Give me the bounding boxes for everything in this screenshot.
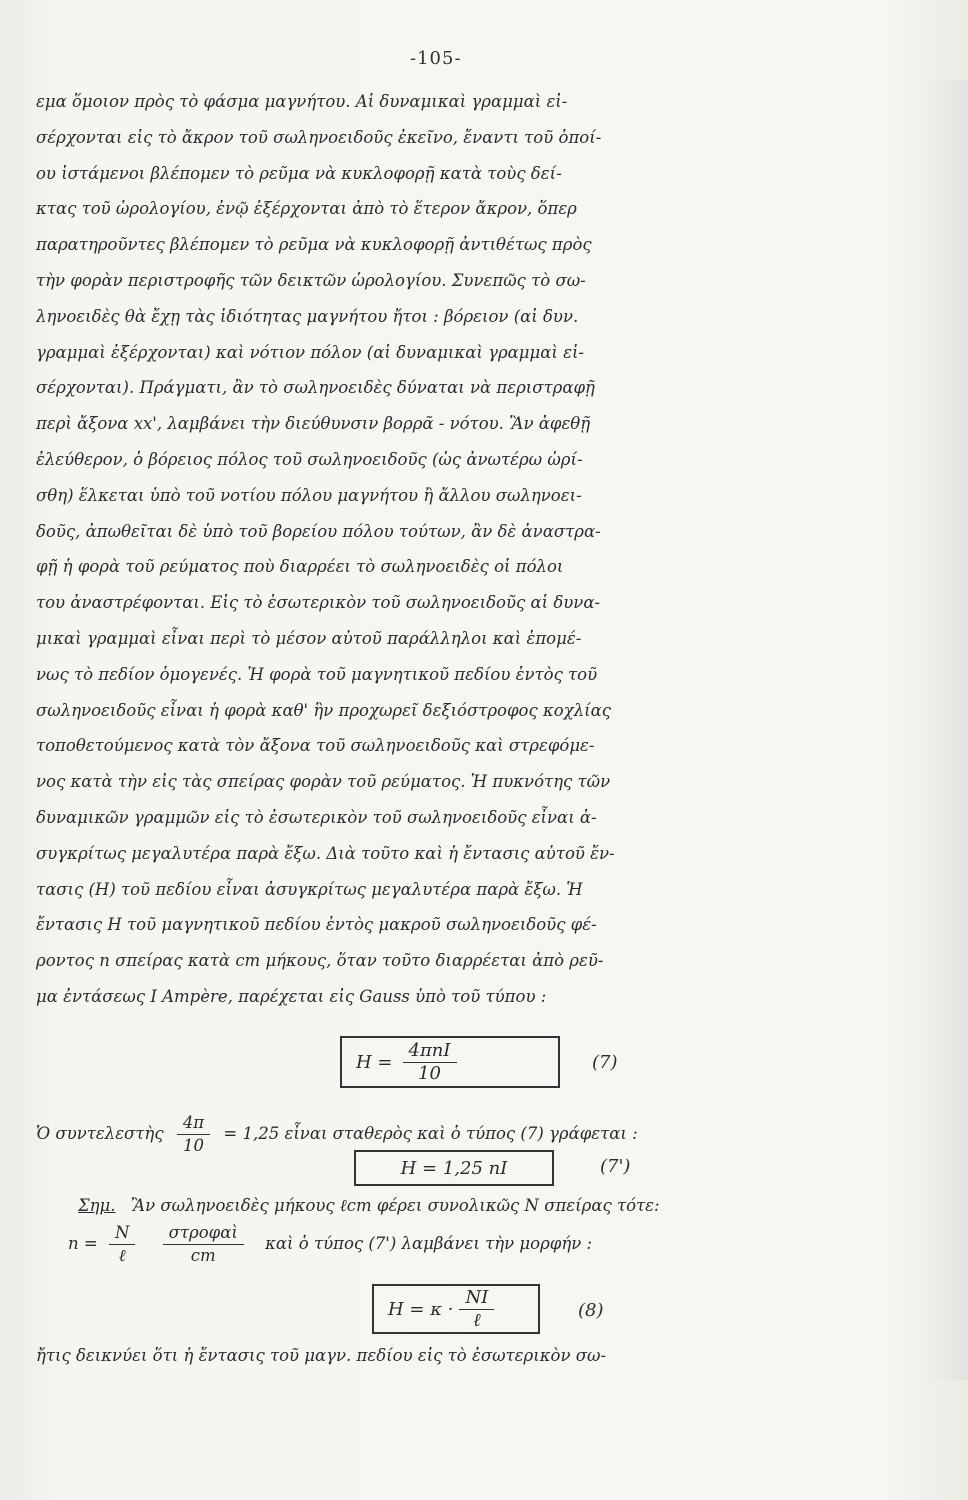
formula-7-numerator: 4πnI bbox=[403, 1040, 457, 1063]
page-number: -105- bbox=[410, 48, 462, 69]
text-line: τασις (H) τοῦ πεδίου εἶναι ἀσυγκρίτως μεγαλυτέρα παρὰ ἔξω. Ἡ bbox=[36, 879, 583, 899]
n-numerator: N bbox=[109, 1222, 135, 1245]
text-line: ληνοειδὲς θὰ ἔχῃ τὰς ἰδιότητας μαγνήτου ἤτοι : βόρειον (αἱ δυν. bbox=[36, 306, 579, 326]
coefficient-prefix: Ὁ συντελεστὴς bbox=[36, 1124, 164, 1143]
formula-7prime-box bbox=[354, 1150, 554, 1186]
formula-8-label: (8) bbox=[578, 1300, 604, 1321]
text-line: δοῦς, ἀπωθεῖται δὲ ὑπὸ τοῦ βορείου πόλου τούτων, ἂν δὲ ἀναστρα- bbox=[36, 521, 601, 541]
show-through-bleed bbox=[920, 80, 968, 1380]
text-line: μα ἐντάσεως I Ampère, παρέχεται εἰς Gauss ὑπὸ τοῦ τύπου : bbox=[36, 986, 547, 1006]
n-lhs: n = bbox=[68, 1234, 98, 1253]
body-text bbox=[36, 84, 916, 1015]
coefficient-fraction bbox=[177, 1112, 210, 1157]
coefficient-denominator: 10 bbox=[182, 1136, 204, 1155]
n-denominator: ℓ bbox=[118, 1246, 126, 1265]
formula-8-denominator: ℓ bbox=[473, 1309, 481, 1331]
text-line: κτας τοῦ ὡρολογίου, ἐνῷ ἐξέρχονται ἀπὸ τὸ ἕτερον ἄκρον, ὅπερ bbox=[36, 199, 577, 219]
unit-fraction bbox=[163, 1222, 244, 1267]
note-definition-line bbox=[68, 1222, 592, 1267]
text-line: μικαὶ γραμμαὶ εἶναι περὶ τὸ μέσον αὐτοῦ παράλληλοι καὶ ἑπομέ- bbox=[36, 628, 582, 648]
formula-8-box bbox=[372, 1284, 540, 1334]
formula-8-lhs: H = κ · bbox=[388, 1298, 454, 1320]
formula-8-fraction bbox=[459, 1287, 494, 1332]
n-fraction bbox=[109, 1222, 135, 1267]
text-line: παρατηροῦντες βλέπομεν τὸ ρεῦμα νὰ κυκλοφορῇ ἀντιθέτως πρὸς bbox=[36, 235, 592, 255]
formula-7-fraction bbox=[403, 1040, 457, 1085]
text-line: τοποθετούμενος κατὰ τὸν ἄξονα τοῦ σωληνοειδοῦς καὶ στρεφόμε- bbox=[36, 736, 595, 756]
text-line: νως τὸ πεδίον ὁμογενές. Ἡ φορὰ τοῦ μαγνητικοῦ πεδίου ἐντὸς τοῦ bbox=[36, 664, 598, 684]
text-line: τὴν φορὰν περιστροφῆς τῶν δεικτῶν ὡρολογίου. Συνεπῶς τὸ σω- bbox=[36, 270, 586, 290]
text-line: ἔντασις H τοῦ μαγνητικοῦ πεδίου ἐντὸς μακροῦ σωληνοειδοῦς φέ- bbox=[36, 915, 597, 935]
note-line bbox=[78, 1196, 660, 1216]
formula-7-label: (7) bbox=[592, 1052, 618, 1073]
text-line: νος κατὰ τὴν εἰς τὰς σπείρας φορὰν τοῦ ρεύματος. Ἡ πυκνότης τῶν bbox=[36, 772, 611, 792]
text-line: δυναμικῶν γραμμῶν εἰς τὸ ἐσωτερικὸν τοῦ σωληνοειδοῦς εἶναι ἀ- bbox=[36, 807, 597, 827]
text-line: φῇ ἡ φορὰ τοῦ ρεύματος ποὺ διαρρέει τὸ σωληνοειδὲς οἱ πόλοι bbox=[36, 557, 564, 577]
text-line: ἐλεύθερον, ὁ βόρειος πόλος τοῦ σωληνοειδοῦς (ὡς ἀνωτέρω ὡρί- bbox=[36, 449, 583, 469]
formula-7prime-label: (7') bbox=[600, 1156, 631, 1177]
formula-8-numerator: NI bbox=[459, 1287, 494, 1310]
note-rest: καὶ ὁ τύπος (7') λαμβάνει τὴν μορφήν : bbox=[265, 1234, 593, 1253]
formula-7-denominator: 10 bbox=[418, 1062, 441, 1084]
text-line: σωληνοειδοῦς εἶναι ἡ φορὰ καθ' ἣν προχωρεῖ δεξιόστροφος κοχλίας bbox=[36, 700, 612, 720]
note-text: Ἂν σωληνοειδὲς μήκους ℓcm φέρει συνολικῶς N σπείρας τότε: bbox=[130, 1196, 660, 1215]
text-line: ροντος n σπείρας κατὰ cm μήκους, ὅταν τοῦτο διαρρέεται ἀπὸ ρεῦ- bbox=[36, 951, 604, 971]
text-line: σθη) ἕλκεται ὑπὸ τοῦ νοτίου πόλου μαγνήτου ἢ ἄλλου σωληνοει- bbox=[36, 485, 582, 505]
text-line: γραμμαὶ ἐξέρχονται) καὶ νότιον πόλον (αἱ δυναμικαὶ γραμμαὶ εἰ- bbox=[36, 342, 584, 362]
last-text-line: ἤτις δεικνύει ὅτι ἡ ἔντασις τοῦ μαγν. πεδίου εἰς τὸ ἐσωτερικὸν σω- bbox=[36, 1346, 607, 1365]
text-line: περὶ ἄξονα xx', λαμβάνει τὴν διεύθυνσιν βορρᾶ - νότου. Ἂν ἀφεθῇ bbox=[36, 414, 591, 434]
text-line: ου ἱστάμενοι βλέπομεν τὸ ρεῦμα νὰ κυκλοφορῇ κατὰ τοὺς δεί- bbox=[36, 163, 562, 183]
text-line: συγκρίτως μεγαλυτέρα παρὰ ἔξω. Διὰ τοῦτο καὶ ἡ ἔντασις αὐτοῦ ἔν- bbox=[36, 843, 615, 863]
coefficient-rest: = 1,25 εἶναι σταθερὸς καὶ ὁ τύπος (7) γράφεται : bbox=[223, 1124, 638, 1143]
unit-numerator: στροφαὶ bbox=[163, 1222, 244, 1245]
text-line: σέρχονται εἰς τὸ ἄκρον τοῦ σωληνοειδοῦς ἐκεῖνο, ἔναντι τοῦ ὁποί- bbox=[36, 127, 602, 147]
formula-7prime-text: H = 1,25 nI bbox=[400, 1157, 508, 1179]
text-line: του ἀναστρέφονται. Εἰς τὸ ἐσωτερικὸν τοῦ σωληνοειδοῦς αἱ δυνα- bbox=[36, 593, 601, 613]
formula-7-box bbox=[340, 1036, 560, 1088]
coefficient-numerator: 4π bbox=[177, 1112, 210, 1135]
text-line: εμα ὅμοιον πρὸς τὸ φάσμα μαγνήτου. Αἱ δυναμικαὶ γραμμαὶ εἰ- bbox=[36, 92, 568, 111]
note-label: Σημ. bbox=[78, 1196, 116, 1215]
unit-denominator: cm bbox=[190, 1246, 216, 1265]
formula-7-lhs: H = bbox=[356, 1051, 393, 1073]
text-line: σέρχονται). Πράγματι, ἂν τὸ σωληνοειδὲς δύναται νὰ περιστραφῇ bbox=[36, 378, 595, 398]
